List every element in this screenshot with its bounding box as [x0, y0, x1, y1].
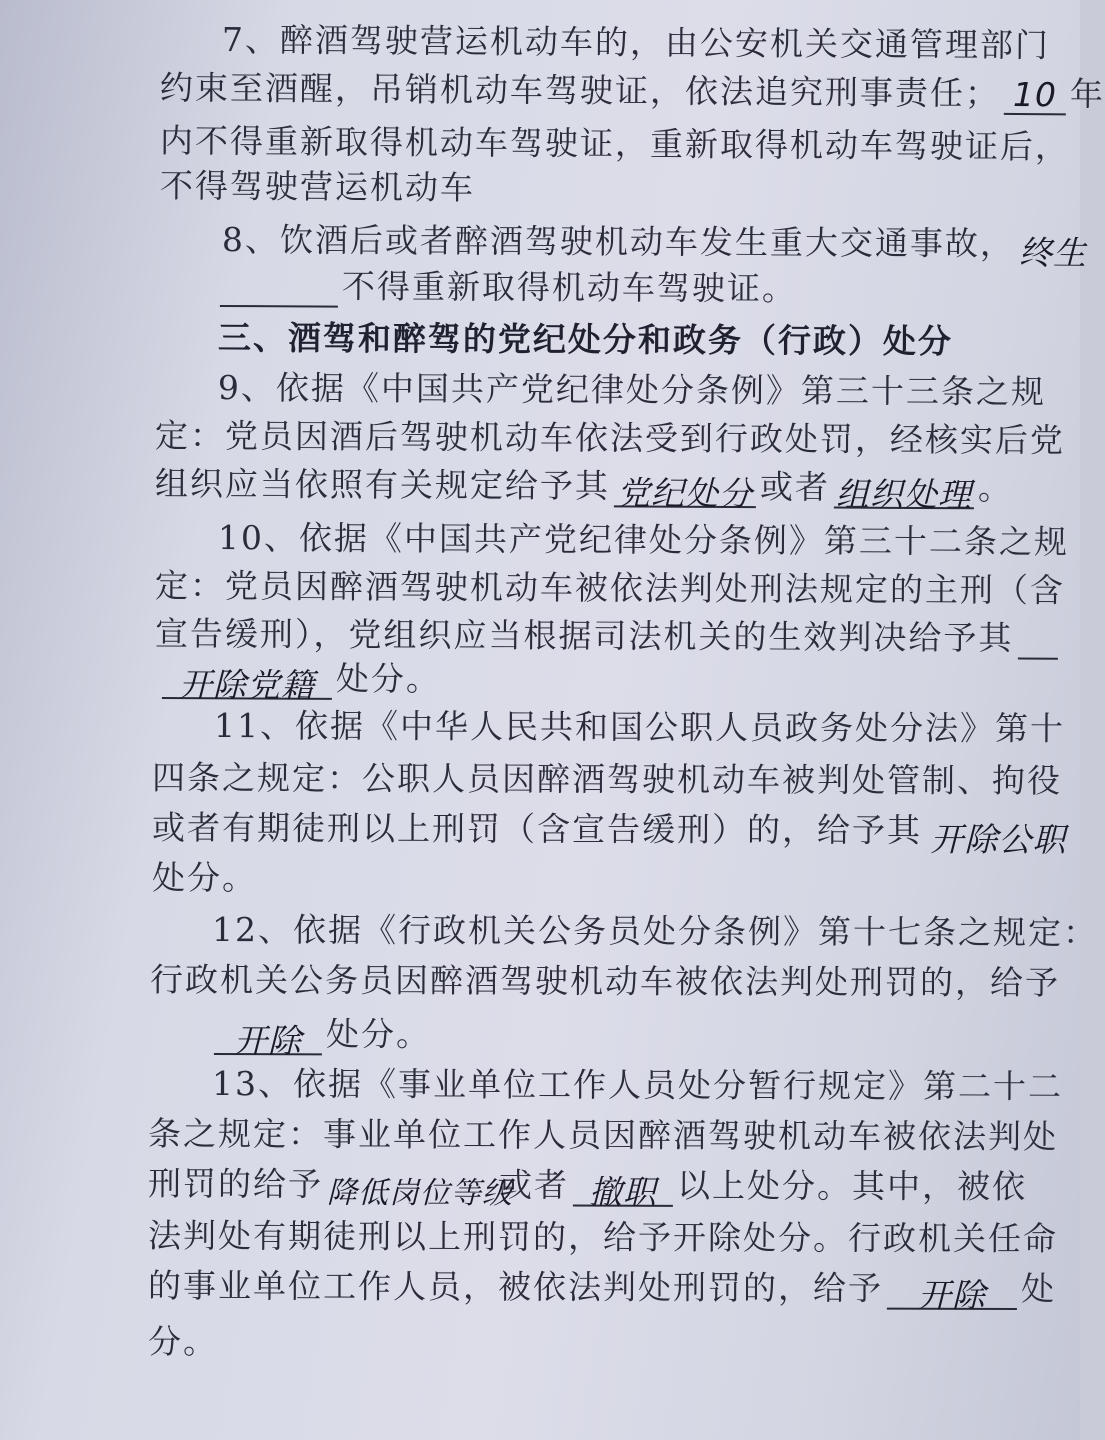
text-segment: 或者	[498, 1165, 570, 1205]
handwritten-answer: 党纪处分	[616, 473, 754, 514]
answer-blank-q9b	[834, 469, 974, 515]
answer-blank-q13c	[887, 1270, 1017, 1315]
text-segment: 不得重新取得机动车驾驶证。	[341, 266, 798, 309]
text-segment: 刑罚的给予	[147, 1164, 324, 1204]
text-segment: 或者	[759, 467, 831, 507]
answer-underline-q8	[220, 267, 338, 308]
text-line: 四条之规定：公职人员因醉酒驾驶机动车被判处管制、拘役	[151, 758, 1063, 801]
text-line: 10、依据《中国共产党纪律处分条例》第三十二条之规	[217, 518, 1070, 562]
section-heading: 三、酒驾和醉驾的党纪处分和政务（行政）处分	[217, 318, 954, 361]
handwritten-answer: 降低岗位等级	[326, 1175, 514, 1212]
answer-blank-q10	[162, 659, 332, 705]
text-line	[147, 1158, 1028, 1212]
text-segment: 8、饮酒后或者醉酒驾驶机动车发生重大交通事故，	[221, 220, 1016, 264]
text-line: 7、醉酒驾驶营运机动车的，由公安机关交通管理部门	[221, 20, 1051, 65]
text-segment: 处	[1020, 1269, 1057, 1309]
answer-blank-q12	[214, 1015, 322, 1061]
handwritten-answer: 开除	[917, 1275, 987, 1315]
handwritten-answer: 开除公职	[930, 819, 1067, 860]
text-line	[147, 1260, 1057, 1315]
text-line: 处分。	[151, 858, 258, 898]
text-line: 条之规定：事业单位工作人员因醉酒驾驶机动车被依法判处	[147, 1114, 1059, 1157]
text-line	[220, 260, 797, 310]
text-line: 分。	[147, 1322, 219, 1362]
text-line: 9、依据《中国共产党纪律处分条例》第三十三条之规	[217, 368, 1047, 412]
answer-blank-q7	[1004, 75, 1066, 115]
text-line	[154, 458, 1014, 515]
handwritten-answer: 撤职	[588, 1172, 658, 1212]
text-line: 定：党员因醉酒驾驶机动车被依法判处刑法规定的主刑（含	[154, 566, 1066, 610]
text-segment: 处分。	[335, 658, 442, 699]
text-line: 内不得重新取得机动车驾驶证，重新取得机动车驾驶证后，	[159, 121, 1071, 167]
text-line	[214, 1008, 432, 1061]
text-line: 12、依据《行政机关公务员处分条例》第十七条之规定：	[211, 910, 1099, 953]
text-segment: 约束至酒醒，吊销机动车驾驶证，依法追究刑事责任；	[159, 68, 1001, 113]
answer-blank-q13b	[573, 1166, 673, 1212]
text-line: 法判处有期徒刑以上刑罚的，给予开除处分。行政机关任命	[147, 1216, 1059, 1259]
text-segment: 或者有期徒刑以上刑罚（含宣告缓刑）的，给予其	[151, 808, 923, 850]
answer-blank-q13a	[326, 1168, 514, 1212]
text-line	[160, 62, 1105, 116]
handwritten-answer: 开除	[233, 1021, 303, 1061]
text-line: 不得驾驶营运机动车	[159, 166, 476, 208]
answer-underline-q10	[1017, 620, 1057, 660]
answer-blank-q11	[926, 814, 1071, 860]
text-segment: 。	[977, 468, 1014, 508]
answer-blank-q9a	[614, 467, 756, 514]
handwritten-answer: 终生	[1018, 233, 1088, 273]
text-line: 13、依据《事业单位工作人员处分暂行规定》第二十二	[211, 1064, 1064, 1106]
text-segment: 的事业单位工作人员，被依法判处刑罚的，给予	[147, 1266, 884, 1308]
text-line	[162, 652, 442, 705]
text-segment: 以上处分。其中，被依	[676, 1165, 1028, 1207]
text-line	[221, 214, 1088, 273]
text-line: 行政机关公务员因醉酒驾驶机动车被依法判处刑罚的，给予	[149, 960, 1061, 1003]
text-segment: 处分。	[325, 1014, 432, 1054]
text-segment: 宣告缓刑），党组织应当根据司法机关的生效判决给予其	[154, 614, 1014, 658]
handwritten-answer: 10	[1012, 74, 1058, 115]
handwritten-answer: 开除党籍	[178, 665, 316, 705]
answer-blank-q8	[1018, 227, 1088, 273]
text-line: 定：党员因酒后驾驶机动车依法受到行政处罚，经核实后党	[154, 416, 1066, 460]
text-line	[151, 802, 1075, 860]
text-segment: 组织应当依照有关规定给予其	[154, 464, 611, 506]
handwritten-answer: 组织处理	[835, 474, 973, 515]
text-line: 11、依据《中华人民共和国公职人员政务处分法》第十	[213, 706, 1066, 748]
text-segment: 年	[1069, 74, 1105, 114]
